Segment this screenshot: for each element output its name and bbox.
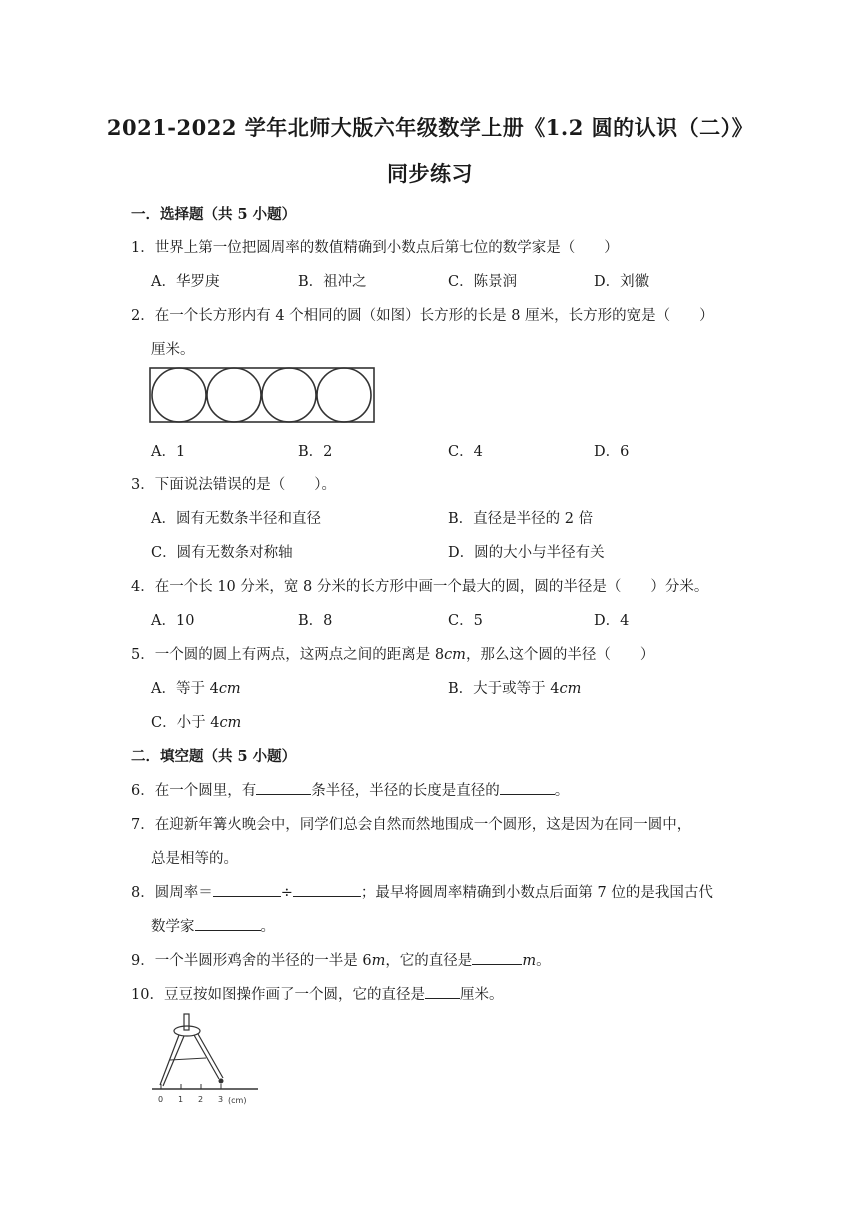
q8-stem: 8．圆周率＝ ÷ ；最早将圆周率精确到小数点后面第 7 位的是我国古代: [131, 881, 713, 902]
q3-option-c[interactable]: C．圆有无数条对称轴: [151, 545, 293, 561]
compass-handle: [184, 1014, 189, 1030]
compass-left-leg: [160, 1035, 184, 1086]
ruler-tick-2: 2: [198, 1095, 204, 1104]
four-circles-figure: [148, 366, 376, 424]
q3-option-d[interactable]: D．圆的大小与半径有关: [448, 545, 605, 561]
q6-blank-1[interactable]: [256, 780, 311, 795]
q6-stem: 6．在一个圆里，有 条半径，半径的长度是直径的 。: [131, 779, 569, 800]
q2-option-c[interactable]: C．4: [448, 444, 483, 460]
q2-option-a[interactable]: A．1: [151, 444, 186, 460]
q1-option-a[interactable]: A．华罗庚: [151, 274, 220, 290]
compass-ruler-figure: [146, 1012, 262, 1112]
q3-option-a[interactable]: A．圆有无数条半径和直径: [151, 511, 321, 527]
compass-right-leg: [194, 1034, 223, 1079]
q4-stem: 4．在一个长 10 分米，宽 8 分米的长方形中画一个最大的圆，圆的半径是（ ）分米。: [131, 579, 709, 595]
q4-option-c[interactable]: C．5: [448, 613, 483, 629]
q9-stem: 9．一个半圆形鸡舍的半径的一半是 6m，它的直径是 m。: [131, 949, 551, 970]
compass-hinge: [174, 1026, 200, 1036]
q2-option-b[interactable]: B．2: [298, 444, 333, 460]
q1-option-b[interactable]: B．祖冲之: [298, 274, 367, 290]
q8-blank-1[interactable]: [213, 882, 281, 897]
q10-stem: 10．豆豆按如图操作画了一个圆，它的直径是 厘米。: [131, 983, 503, 1004]
q1-option-c[interactable]: C．陈景润: [448, 274, 518, 290]
q3-stem: 3．下面说法错误的是（ ）。: [131, 477, 336, 493]
q4-option-a[interactable]: A．10: [151, 613, 195, 629]
q2-option-d[interactable]: D．6: [594, 444, 630, 460]
q8-blank-3[interactable]: [195, 916, 261, 931]
q2-stem: 2．在一个长方形内有 4 个相同的圆（如图）长方形的长是 8 厘米，长方形的宽是（ ）: [131, 308, 714, 324]
title-line-1: 2021-2022 学年北师大版六年级数学上册《1.2 圆的认识（二）》: [106, 115, 754, 140]
ruler-tick-1: 1: [178, 1095, 184, 1104]
q3-option-b[interactable]: B．直径是半径的 2 倍: [448, 511, 594, 527]
q2-stem-cont: 厘米。: [151, 342, 195, 358]
q4-option-b[interactable]: B．8: [298, 613, 333, 629]
q1-option-d[interactable]: D．刘徽: [594, 274, 650, 290]
q5-option-a[interactable]: A．等于 4cm: [151, 681, 241, 697]
section-fill: 二．填空题（共 5 小题）: [131, 748, 297, 765]
q5-stem: 5．一个圆的圆上有两点，这两点之间的距离是 8cm，那么这个圆的半径（ ）: [131, 647, 655, 663]
q4-option-d[interactable]: D．4: [594, 613, 630, 629]
ruler-tick-0: 0: [158, 1095, 164, 1104]
q9-blank[interactable]: [472, 950, 522, 965]
q5-option-b[interactable]: B．大于或等于 4cm: [448, 681, 582, 697]
section-choice: 一．选择题（共 5 小题）: [131, 206, 297, 223]
title-line-2: 同步练习: [387, 161, 473, 186]
ruler-tick-3: 3: [218, 1095, 224, 1104]
q5-option-c[interactable]: C．小于 4cm: [151, 715, 242, 731]
ruler-unit: (cm): [228, 1096, 247, 1105]
q8-stem-cont: 数学家 。: [151, 915, 275, 936]
q8-blank-2[interactable]: [293, 882, 361, 897]
q7-stem-cont: 总是相等的。: [151, 851, 238, 867]
q6-blank-2[interactable]: [500, 780, 555, 795]
q1-stem: 1．世界上第一位把圆周率的数值精确到小数点后第七位的数学家是（ ）: [131, 240, 619, 256]
q7-stem: 7．在迎新年篝火晚会中，同学们总会自然而然地围成一个圆形，这是因为在同一圆中，: [131, 817, 692, 833]
q10-blank[interactable]: [425, 984, 460, 999]
